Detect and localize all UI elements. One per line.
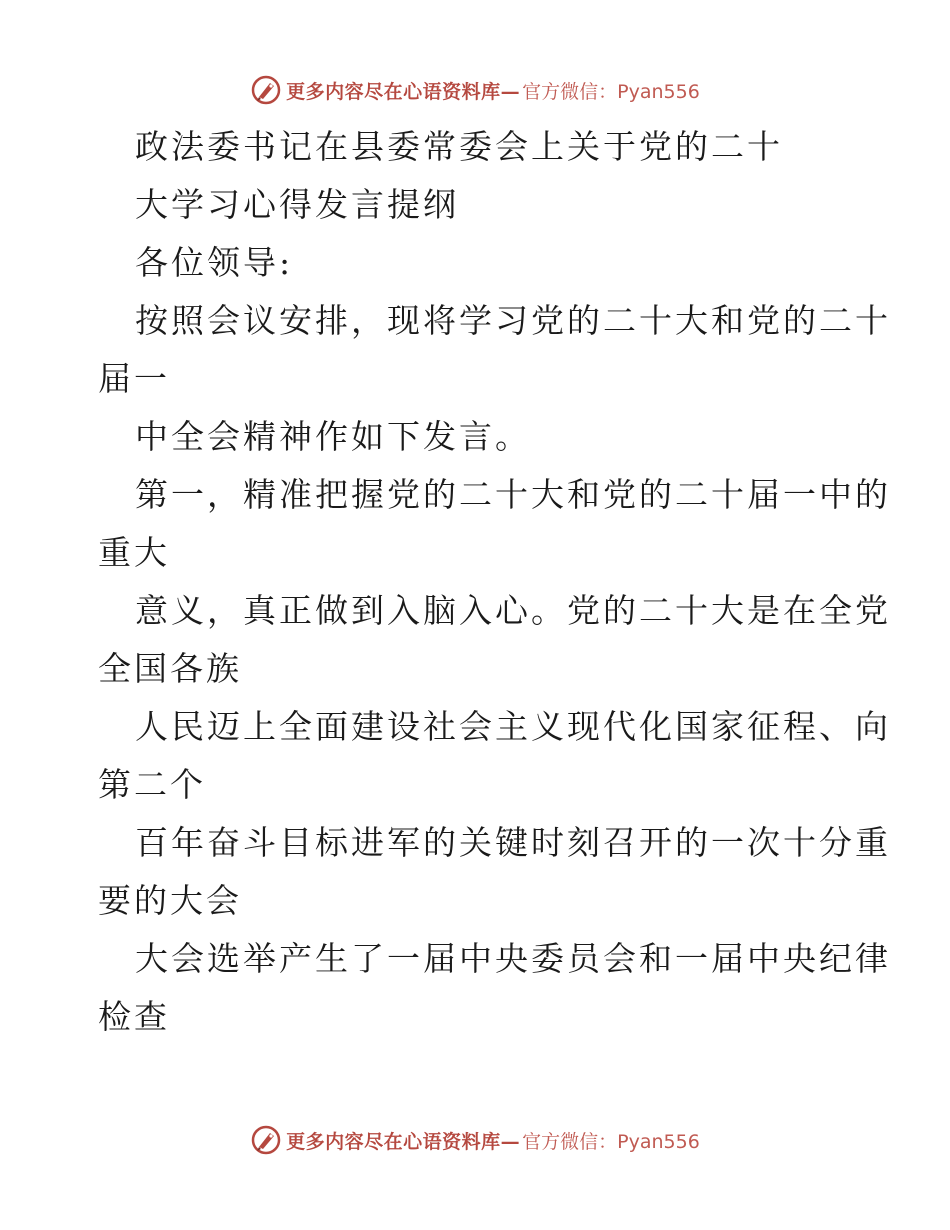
watermark-text: 更多内容尽在心语资料库— [286, 1130, 521, 1153]
text-line: 百年奋斗目标进军的关键时刻召开的一次十分重 [135, 823, 891, 862]
text-line: 第二个 [98, 765, 206, 804]
watermark-wechat: 官方微信：Pyan556 [522, 1130, 700, 1153]
document-body [98, 118, 891, 1046]
text-line: 届一 [98, 359, 170, 398]
pen-logo-icon [250, 74, 282, 106]
text-line: 大学习心得发言提纲 [135, 185, 459, 224]
header-watermark [0, 70, 950, 110]
footer-watermark [0, 1120, 950, 1160]
text-line: 政法委书记在县委常委会上关于党的二十 [135, 127, 783, 166]
text-line: 中全会精神作如下发言。 [135, 417, 531, 456]
text-line: 大会选举产生了一届中央委员会和一届中央纪律 [135, 939, 891, 978]
watermark-text: 更多内容尽在心语资料库— [286, 80, 521, 103]
text-line: 人民迈上全面建设社会主义现代化国家征程、向 [135, 707, 891, 746]
text-line: 意义，真正做到入脑入心。党的二十大是在全党 [135, 591, 891, 630]
text-line: 按照会议安排，现将学习党的二十大和党的二十 [135, 301, 891, 340]
pen-logo-icon [250, 1124, 282, 1156]
text-line: 检查 [98, 997, 170, 1036]
text-line: 各位领导: [135, 243, 294, 282]
text-line: 第一，精准把握党的二十大和党的二十届一中的 [135, 475, 891, 514]
text-line: 重大 [98, 533, 170, 572]
text-line: 全国各族 [98, 649, 242, 688]
text-line: 要的大会 [98, 881, 242, 920]
watermark-wechat: 官方微信：Pyan556 [522, 80, 700, 103]
